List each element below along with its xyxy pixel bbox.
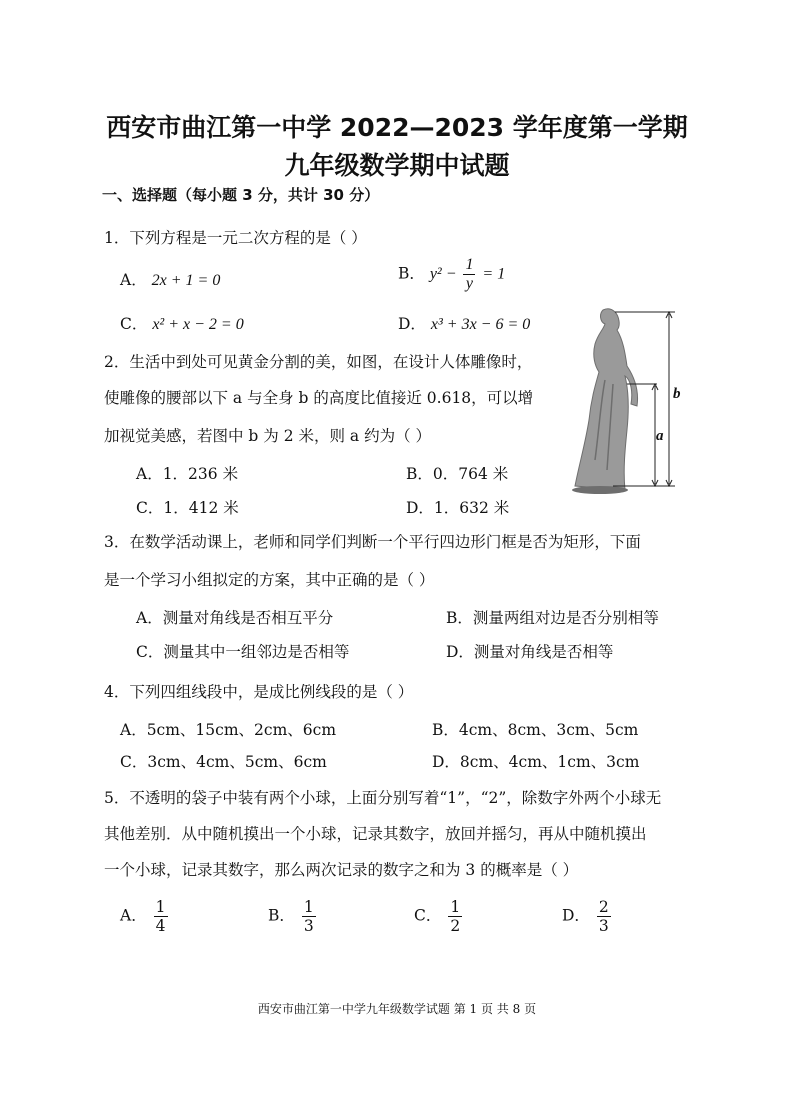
question-3-line1: 3．在数学活动课上，老师和同学们判断一个平行四边形门框是否为矩形，下面 [104,533,641,551]
fraction-denominator: 3 [598,917,609,935]
q1-option-c [120,312,244,334]
q5-option-a [120,898,170,935]
question-4-stem: 4．下列四组线段中，是成比例线段的是（ ） [104,683,414,701]
fraction-denominator: 4 [155,917,166,935]
fraction-numerator: 1 [303,898,314,916]
fraction-denominator: 2 [450,917,461,935]
fraction-denominator: 3 [303,917,314,935]
fraction [463,256,475,293]
statue-silhouette [572,309,638,494]
statue-figure [565,300,695,500]
question-1-stem: 1．下列方程是一元二次方程的是（ ） [104,229,367,247]
q5-option-c [414,898,464,935]
fraction [302,898,316,935]
question-5-line1: 5．不透明的袋子中装有两个小球，上面分别写着“1”，“2”，除数字外两个小球无 [104,789,662,807]
fraction-numerator: 1 [155,898,166,916]
q5-option-b [268,898,318,935]
question-2-line3: 加视觉美感，若图中 b 为 2 米，则 a 约为（ ） [104,427,432,445]
option-expression: y² − [429,265,457,283]
option-expression: 2x + 1 = 0 [151,272,221,289]
q3-option-a: A．测量对角线是否相互平分 [136,609,334,627]
q4-option-a: A．5cm、15cm、2cm、6cm [120,721,337,739]
fraction-numerator: 1 [450,898,461,916]
option-label: B． [268,906,295,925]
fraction [448,898,462,935]
q1-option-b [398,256,505,293]
figure-label-a: a [656,428,664,444]
q3-option-d: D．测量对角线是否相等 [446,643,614,661]
question-5-line3: 一个小球，记录其数字，那么两次记录的数字之和为 3 的概率是（ ） [104,861,579,879]
q2-option-b: B．0．764 米 [406,465,509,483]
option-expression: x³ + 3x − 6 = 0 [430,316,531,333]
option-label: D． [562,906,590,925]
q2-option-a: A．1．236 米 [136,465,239,483]
section-heading: 一、选择题（每小题 3 分，共计 30 分） [102,186,380,204]
q1-option-a [120,268,220,290]
option-label: D． [398,315,426,333]
q2-option-d: D．1．632 米 [406,499,510,517]
question-2-line1: 2．生活中到处可见黄金分割的美，如图，在设计人体雕像时， [104,353,533,371]
page-footer: 西安市曲江第一中学九年级数学试题 第 1 页 共 8 页 [257,1002,537,1016]
option-label: C． [120,315,148,333]
fraction [597,898,611,935]
q3-option-b: B．测量两组对边是否分别相等 [446,609,659,627]
q5-option-d [562,898,613,935]
q1-option-d [398,312,530,334]
fraction-numerator: 2 [598,898,609,916]
option-label: C． [414,906,442,925]
fraction-denominator: y [465,275,474,292]
exam-title-line2: 九年级数学期中试题 [284,151,510,180]
exam-title-line1: 西安市曲江第一中学 2022—2023 学年度第一学期 [106,113,688,142]
figure-label-b: b [673,386,681,402]
option-expression: x² + x − 2 = 0 [152,316,244,333]
q4-option-c: C．3cm、4cm、5cm、6cm [120,753,327,771]
fraction-numerator: 1 [465,256,474,273]
option-label: A． [120,906,147,925]
option-expression: = 1 [482,265,506,283]
question-3-line2: 是一个学习小组拟定的方案，其中正确的是（ ） [104,571,435,589]
q3-option-c: C．测量其中一组邻边是否相等 [136,643,350,661]
question-2-line2: 使雕像的腰部以下 a 与全身 b 的高度比值接近 0.618，可以增 [104,389,534,407]
fraction [154,898,168,935]
q4-option-d: D．8cm、4cm、1cm、3cm [432,753,640,771]
option-label: A． [120,271,147,289]
option-label: B． [398,264,425,283]
question-5-line2: 其他差别．从中随机摸出一个小球，记录其数字，放回并摇匀，再从中随机摸出 [104,825,647,843]
q2-option-c: C．1．412 米 [136,499,239,517]
q4-option-b: B．4cm、8cm、3cm、5cm [432,721,639,739]
